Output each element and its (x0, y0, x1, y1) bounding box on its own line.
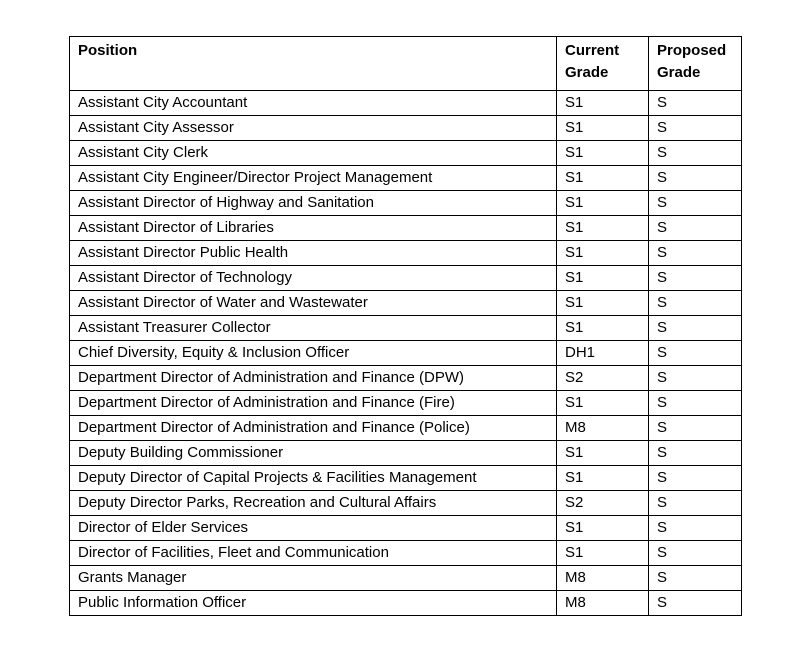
position-cell: Chief Diversity, Equity & Inclusion Officer (70, 341, 557, 366)
proposed-grade-cell: S (649, 341, 742, 366)
table-row (70, 291, 742, 316)
position-cell: Assistant City Engineer/Director Project Management (70, 166, 557, 191)
header-proposed-grade: Proposed Grade (649, 37, 742, 91)
table-row (70, 241, 742, 266)
proposed-grade-cell: S (649, 266, 742, 291)
current-grade-cell: S1 (557, 141, 649, 166)
table-row (70, 391, 742, 416)
position-cell: Assistant Director of Water and Wastewater (70, 291, 557, 316)
position-cell: Public Information Officer (70, 591, 557, 616)
current-grade-cell: DH1 (557, 341, 649, 366)
proposed-grade-cell: S (649, 91, 742, 116)
table-row (70, 516, 742, 541)
proposed-grade-cell: S (649, 241, 742, 266)
proposed-grade-cell: S (649, 316, 742, 341)
table-row (70, 166, 742, 191)
position-cell: Assistant Director of Highway and Sanitation (70, 191, 557, 216)
current-grade-cell: S1 (557, 316, 649, 341)
position-cell: Assistant Treasurer Collector (70, 316, 557, 341)
proposed-grade-cell: S (649, 541, 742, 566)
proposed-grade-cell: S (649, 566, 742, 591)
table-row (70, 266, 742, 291)
current-grade-cell: S2 (557, 491, 649, 516)
current-grade-cell: S1 (557, 216, 649, 241)
proposed-grade-cell: S (649, 591, 742, 616)
position-cell: Director of Elder Services (70, 516, 557, 541)
proposed-grade-cell: S (649, 391, 742, 416)
position-cell: Assistant City Clerk (70, 141, 557, 166)
position-cell: Assistant Director of Libraries (70, 216, 557, 241)
position-cell: Deputy Director of Capital Projects & Facilities Management (70, 466, 557, 491)
header-position: Position (70, 37, 557, 91)
proposed-grade-cell: S (649, 291, 742, 316)
position-cell: Deputy Building Commissioner (70, 441, 557, 466)
table-row (70, 441, 742, 466)
table-row (70, 491, 742, 516)
current-grade-cell: M8 (557, 591, 649, 616)
proposed-grade-cell: S (649, 116, 742, 141)
current-grade-cell: S1 (557, 541, 649, 566)
proposed-grade-cell: S (649, 491, 742, 516)
position-cell: Grants Manager (70, 566, 557, 591)
table-row (70, 341, 742, 366)
table-body (70, 91, 742, 616)
proposed-grade-cell: S (649, 416, 742, 441)
position-cell: Assistant Director of Technology (70, 266, 557, 291)
header-row (70, 37, 742, 91)
position-cell: Assistant Director Public Health (70, 241, 557, 266)
proposed-grade-cell: S (649, 466, 742, 491)
position-cell: Department Director of Administration and Finance (Fire) (70, 391, 557, 416)
position-cell: Assistant City Assessor (70, 116, 557, 141)
current-grade-cell: S1 (557, 291, 649, 316)
table-row (70, 91, 742, 116)
position-cell: Director of Facilities, Fleet and Communication (70, 541, 557, 566)
position-cell: Deputy Director Parks, Recreation and Cultural Affairs (70, 491, 557, 516)
current-grade-cell: S1 (557, 241, 649, 266)
proposed-grade-cell: S (649, 516, 742, 541)
current-grade-cell: M8 (557, 566, 649, 591)
current-grade-cell: S1 (557, 166, 649, 191)
table-row (70, 216, 742, 241)
position-cell: Department Director of Administration and Finance (DPW) (70, 366, 557, 391)
current-grade-cell: S1 (557, 116, 649, 141)
table-header (70, 37, 742, 91)
proposed-grade-cell: S (649, 166, 742, 191)
current-grade-cell: S1 (557, 91, 649, 116)
table-row (70, 416, 742, 441)
current-grade-cell: S2 (557, 366, 649, 391)
table-row (70, 116, 742, 141)
proposed-grade-cell: S (649, 441, 742, 466)
table-row (70, 191, 742, 216)
position-cell: Department Director of Administration and Finance (Police) (70, 416, 557, 441)
current-grade-cell: S1 (557, 191, 649, 216)
proposed-grade-cell: S (649, 216, 742, 241)
current-grade-cell: S1 (557, 441, 649, 466)
table-row (70, 316, 742, 341)
proposed-grade-cell: S (649, 366, 742, 391)
current-grade-cell: S1 (557, 516, 649, 541)
header-current-grade: Current Grade (557, 37, 649, 91)
table-row (70, 366, 742, 391)
table-row (70, 141, 742, 166)
position-cell: Assistant City Accountant (70, 91, 557, 116)
current-grade-cell: S1 (557, 391, 649, 416)
table-row (70, 541, 742, 566)
proposed-grade-cell: S (649, 141, 742, 166)
table-row (70, 591, 742, 616)
table-row (70, 566, 742, 591)
current-grade-cell: S1 (557, 466, 649, 491)
proposed-grade-cell: S (649, 191, 742, 216)
position-grade-table (69, 36, 742, 616)
current-grade-cell: S1 (557, 266, 649, 291)
table-row (70, 466, 742, 491)
current-grade-cell: M8 (557, 416, 649, 441)
